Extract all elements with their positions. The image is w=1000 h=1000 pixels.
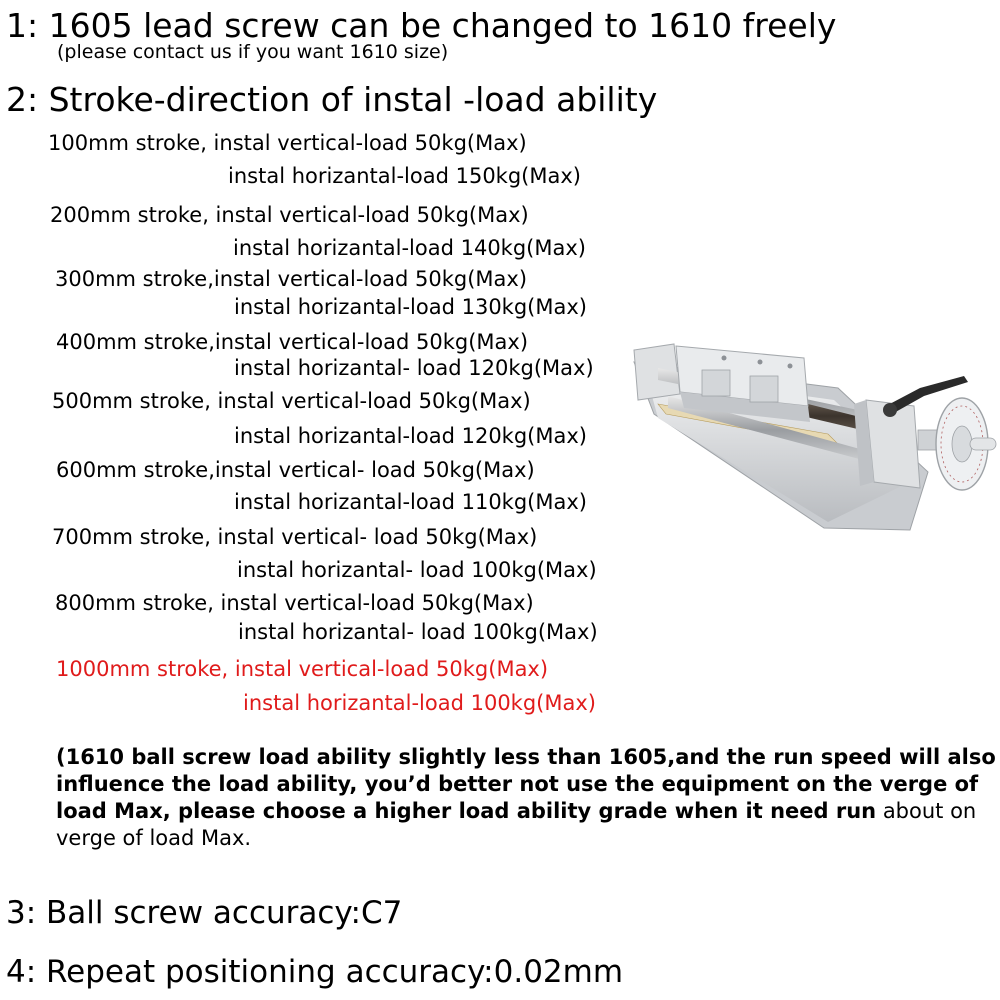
stroke-700-vertical: 700mm stroke, instal vertical- load 50kg(Max) — [52, 525, 538, 549]
stroke-600-vertical: 600mm stroke,instal vertical- load 50kg(Max) — [56, 458, 535, 482]
linear-slide-stage-image — [628, 322, 1000, 532]
stroke-500-horizontal: instal horizantal-load 120kg(Max) — [234, 424, 587, 448]
note-line-2: influence the load ability, you’d better not use the equipment on the verge of — [56, 772, 979, 796]
stroke-100-horizontal: instal horizantal-load 150kg(Max) — [228, 164, 581, 188]
stroke-1000-vertical: 1000mm stroke, instal vertical-load 50kg(Max) — [56, 657, 549, 681]
point3-heading: 3: Ball screw accuracy:C7 — [6, 895, 403, 931]
stroke-1000-horizontal: instal horizantal-load 100kg(Max) — [243, 691, 596, 715]
stroke-200-vertical: 200mm stroke, instal vertical-load 50kg(Max) — [50, 203, 529, 227]
note-line-4: verge of load Max. — [56, 826, 252, 850]
stroke-700-horizontal: instal horizantal- load 100kg(Max) — [237, 558, 597, 582]
note-line-1: (1610 ball screw load ability slightly less than 1605,and the run speed will also — [56, 745, 996, 769]
note-line-3-light: about on — [876, 799, 977, 823]
note-line-3-bold: load Max, please choose a higher load ability grade when it need run — [56, 799, 877, 823]
point1-note: (please contact us if you want 1610 size) — [57, 41, 449, 63]
stroke-300-horizontal: instal horizantal-load 130kg(Max) — [234, 295, 587, 319]
point2-heading: 2: Stroke-direction of instal -load ability — [6, 80, 658, 119]
stroke-400-horizontal: instal horizantal- load 120kg(Max) — [234, 356, 594, 380]
stroke-600-horizontal: instal horizantal-load 110kg(Max) — [234, 490, 587, 514]
stroke-500-vertical: 500mm stroke, instal vertical-load 50kg(Max) — [52, 389, 531, 413]
stroke-400-vertical: 400mm stroke,instal vertical-load 50kg(Max) — [56, 330, 529, 354]
point1-heading: 1: 1605 lead screw can be changed to 1610 freely — [6, 6, 837, 45]
stroke-800-vertical: 800mm stroke, instal vertical-load 50kg(Max) — [55, 591, 534, 615]
stroke-100-vertical: 100mm stroke, instal vertical-load 50kg(Max) — [48, 131, 527, 155]
note-line-3 — [56, 799, 976, 823]
stroke-200-horizontal: instal horizantal-load 140kg(Max) — [233, 236, 586, 260]
stroke-300-vertical: 300mm stroke,instal vertical-load 50kg(Max) — [55, 267, 528, 291]
point4-heading: 4: Repeat positioning accuracy:0.02mm — [6, 954, 624, 990]
stroke-800-horizontal: instal horizantal- load 100kg(Max) — [238, 620, 598, 644]
